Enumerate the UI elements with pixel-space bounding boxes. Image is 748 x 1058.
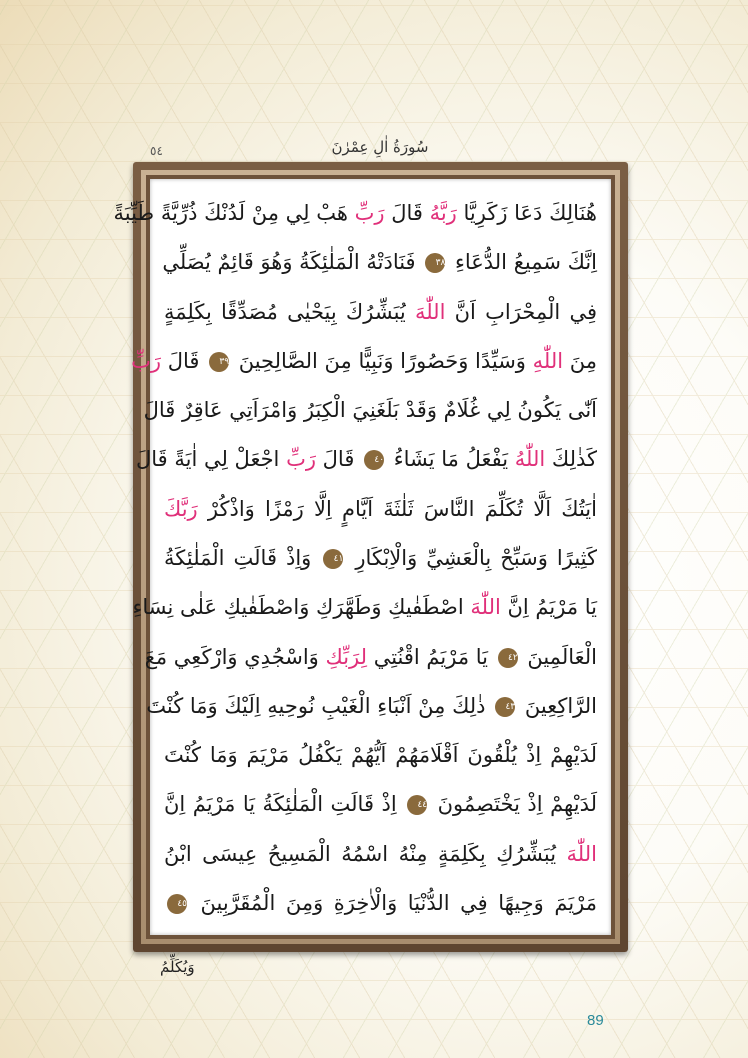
verse-text: كَثِيرًا وَسَبِّحْ بِالْعَشِيِّ وَالْاِبْكَارِ <box>346 545 597 570</box>
verse-text: يُبَشِّرُكَ بِيَحْيٰى مُصَدِّقًا بِكَلِمَةٍ <box>164 299 415 324</box>
verse-text: وَسَيِّدًا وَحَصُورًا وَنَبِيًّا مِنَ الصَّالِحِينَ <box>232 348 533 373</box>
page-number: 89 <box>587 1012 604 1029</box>
page-header <box>150 138 610 164</box>
text-line <box>164 240 597 284</box>
verse-text: اِنَّكَ سَمِيعُ الدُّعَاءِ <box>448 250 597 275</box>
divine-name-highlight: لِرَبِّكِ <box>325 644 368 669</box>
verse-lines <box>113 191 597 925</box>
verse-end-marker: ٤٣ <box>495 697 515 717</box>
divine-name-highlight: اللّٰهُ <box>514 447 546 472</box>
text-line <box>113 191 597 235</box>
verse-text: كَذٰلِكَ <box>545 447 597 472</box>
verse-text: ذٰلِكَ مِنْ اَنْبَاءِ الْغَيْبِ نُوحِيهِ اِلَيْكَ وَمَا كُنْتَ <box>146 693 493 718</box>
catchword: وَيُكَلِّمُ <box>160 958 195 976</box>
verse-end-marker: ٣٩ <box>209 352 229 372</box>
verse-end-marker: ٤٠ <box>364 450 384 470</box>
text-line <box>144 635 597 679</box>
verse-text: وَاِذْ قَالَتِ الْمَلٰئِكَةُ <box>164 545 321 570</box>
verse-text: الْعَالَمِينَ <box>520 644 597 669</box>
divine-name-highlight: اللّٰهَ <box>470 595 501 620</box>
verse-text: لَدَيْهِمْ اِذْ يَخْتَصِمُونَ <box>430 792 597 817</box>
verse-text: الرَّاكِعِينَ <box>518 693 597 718</box>
verse-text: هَبْ لِي مِنْ لَدُنْكَ ذُرِّيَّةً طَيِّبَةً <box>113 201 355 225</box>
divine-name-highlight: رَبِّ <box>286 447 316 472</box>
text-line <box>164 536 597 580</box>
divine-name-highlight: رَبَّهُ <box>429 201 457 225</box>
text-line <box>164 290 597 334</box>
text-line <box>132 585 597 629</box>
page-frame <box>113 162 628 952</box>
verse-text: هُنَالِكَ دَعَا زَكَرِيَّا <box>456 201 597 225</box>
text-line <box>143 388 597 432</box>
surah-page-number: ٥٤ <box>150 144 163 158</box>
verse-text: فِي الْمِحْرَابِ اَنَّ <box>445 299 597 324</box>
text-line <box>164 487 597 531</box>
text-line <box>131 339 597 383</box>
verse-text: يَا مَرْيَمُ اِنَّ <box>500 595 597 620</box>
verse-end-marker: ٤٢ <box>498 648 518 668</box>
verse-text: قَالَ <box>161 348 207 373</box>
text-line <box>146 684 597 728</box>
verse-text: اِذْ قَالَتِ الْمَلٰئِكَةُ يَا مَرْيَمُ اِنَّ <box>164 792 405 817</box>
verse-end-marker: ٤١ <box>323 549 343 569</box>
text-line <box>164 832 597 876</box>
verse-text: يَا مَرْيَمُ اقْنُتِي <box>367 644 495 669</box>
verse-end-marker: ٣٨ <box>425 253 445 273</box>
divine-name-highlight: اللّٰهِ <box>532 348 564 373</box>
verse-text: يَفْعَلُ مَا يَشَاءُ <box>387 447 515 472</box>
verse-text: وَاسْجُدِي وَارْكَعِي مَعَ <box>144 644 326 669</box>
verse-text: اجْعَلْ لِي اٰيَةً قَالَ <box>135 447 287 472</box>
text-line <box>135 437 597 481</box>
divine-name-highlight: رَبِّ <box>131 348 162 373</box>
verse-text: مَرْيَمَ وَجِيهًا فِي الدُّنْيَا وَالْاٰخِرَةِ وَمِنَ الْمُقَرَّبِينَ <box>190 890 597 915</box>
divine-name-highlight: رَبَّكَ <box>164 496 198 521</box>
verse-text: لَدَيْهِمْ اِذْ يُلْقُونَ اَقْلَامَهُمْ اَيُّهُمْ يَكْفُلُ مَرْيَمَ وَمَا كُنْتَ <box>164 743 597 768</box>
verse-text: قَالَ <box>384 201 430 225</box>
divine-name-highlight: اللّٰهَ <box>414 299 446 324</box>
verse-text: قَالَ <box>316 447 362 472</box>
verse-text: اَنّٰى يَكُونُ لِي غُلَامٌ وَقَدْ بَلَغَنِيَ الْكِبَرُ وَامْرَاَتِي عَاقِرٌ قَالَ <box>143 398 597 423</box>
text-line <box>164 733 597 777</box>
text-panel <box>113 179 611 935</box>
verse-text: فَنَادَتْهُ الْمَلٰئِكَةُ وَهُوَ قَائِمٌ يُصَلِّي <box>162 250 423 275</box>
verse-text: اٰيَتُكَ اَلَّا تُكَلِّمَ النَّاسَ ثَلٰثَةَ اَيَّامٍ اِلَّا رَمْزًا وَاذْكُرْ <box>197 496 597 521</box>
text-line <box>164 782 597 826</box>
verse-text: يُبَشِّرُكِ بِكَلِمَةٍ مِنْهُ اسْمُهُ الْمَسِيحُ عِيسَى ابْنُ <box>164 841 567 866</box>
verse-end-marker: ٤٥ <box>167 894 187 914</box>
surah-title: سُورَةُ اٰلِ عِمْرٰنَ <box>331 138 429 156</box>
verse-text: مِنَ <box>563 348 597 373</box>
divine-name-highlight: اللّٰهَ <box>566 841 597 866</box>
text-line <box>164 881 597 925</box>
divine-name-highlight: رَبِّ <box>354 201 385 225</box>
verse-text: اصْطَفٰيكِ وَطَهَّرَكِ وَاصْطَفٰيكِ عَلٰى نِسَاءِ <box>132 595 471 620</box>
verse-end-marker: ٤٤ <box>407 795 427 815</box>
